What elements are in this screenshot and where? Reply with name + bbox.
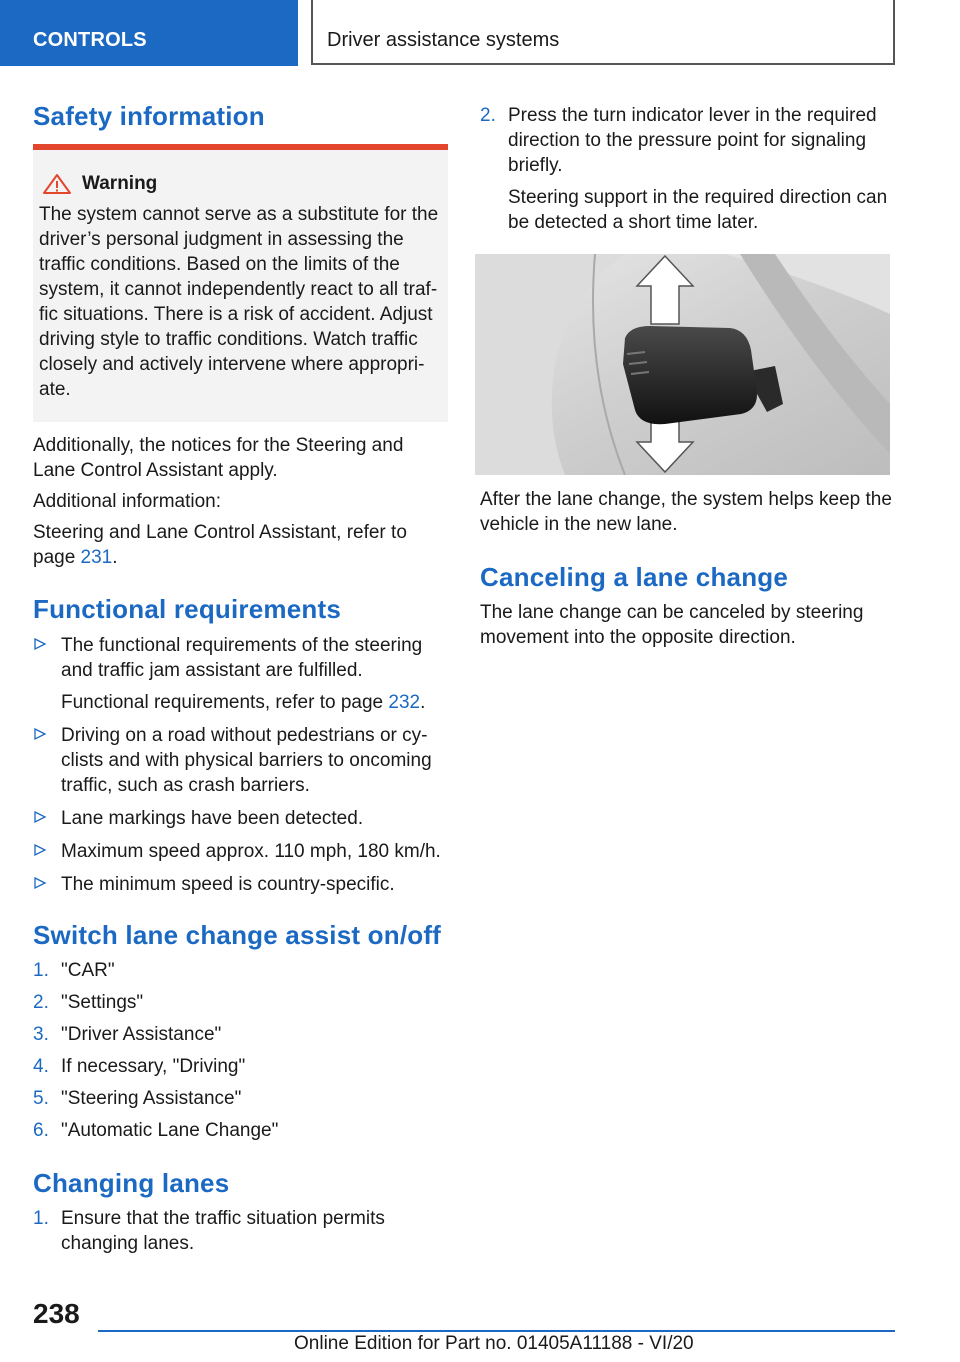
- triangle-bullet-icon: [33, 637, 47, 651]
- page-link-231[interactable]: 231: [80, 547, 113, 568]
- triangle-bullet-icon: [33, 810, 47, 824]
- triangle-bullet-icon: [33, 843, 47, 857]
- list-item: 2. "Settings": [33, 992, 144, 1013]
- page-link-232[interactable]: 232: [388, 692, 421, 713]
- list-item: 6. "Automatic Lane Change": [33, 1120, 279, 1141]
- warning-box: [33, 144, 448, 422]
- paragraph-additional-info: Additional information:: [33, 491, 221, 512]
- lever-illustration-svg: [475, 254, 890, 475]
- page-header: [0, 0, 960, 66]
- list-item: Driving on a road without pedestrians or cyclists and with physical barriers to oncoming traffic, such as crash barriers.: [33, 723, 448, 798]
- left-column: [33, 100, 448, 1263]
- warning-triangle-icon: [42, 173, 72, 195]
- list-item: 3. "Driver Assistance": [33, 1024, 222, 1045]
- warning-text: The system cannot serve as a substitute for the driver’s personal judgment in assessing the traffic conditions. Based on the limits of the system, it cannot independently react to all traffic situations. There is a risk of accident. Adjust driving style to traffic conditions. Watch traffic closely and actively intervene where appropriate.: [39, 204, 439, 400]
- requirements-list: [33, 633, 448, 897]
- list-item: 1. Ensure that the traffic situation permits changing lanes.: [33, 1208, 385, 1254]
- changing-steps-continued: [480, 103, 900, 235]
- triangle-bullet-icon: [33, 727, 47, 741]
- switch-steps-list: [33, 958, 448, 1143]
- list-item: Lane markings have been detected.: [33, 806, 448, 831]
- right-column: [480, 103, 900, 650]
- warning-title: Warning: [82, 173, 158, 194]
- list-item: 1. "CAR": [33, 960, 115, 981]
- section-tab: CONTROLS: [0, 0, 298, 66]
- paragraph-after-lane-change: After the lane change, the system helps keep the vehicle in the new lane.: [480, 489, 892, 535]
- footer-divider: [98, 1330, 895, 1332]
- turn-indicator-lever-illustration: [475, 254, 890, 475]
- paragraph-reference: Steering and Lane Control Assistant, refer to page 231.: [33, 522, 407, 568]
- list-item: 4. If necessary, "Driving": [33, 1056, 246, 1077]
- triangle-bullet-icon: [33, 876, 47, 890]
- changing-steps-list: [33, 1206, 448, 1256]
- list-item: 2. Press the turn indicator lever in the required direction to the pressure point for signaling briefly. Steering support in the required direction can be detected a short time later.: [480, 105, 888, 233]
- list-item: The minimum speed is country-specific.: [33, 872, 448, 897]
- page-number: 238: [33, 1298, 80, 1329]
- footer-edition: Online Edition for Part no. 01405A11188 - VI/20: [294, 1333, 694, 1354]
- heading-functional-requirements: Functional requirements: [33, 594, 341, 624]
- paragraph-additional-notices: Additionally, the notices for the Steering and Lane Control Assistant apply.: [33, 435, 404, 481]
- list-item: 5. "Steering Assistance": [33, 1088, 242, 1109]
- heading-changing-lanes: Changing lanes: [33, 1168, 230, 1198]
- heading-switch-lane-change: Switch lane change assist on/off: [33, 920, 442, 950]
- list-item: Maximum speed approx. 110 mph, 180 km/h.: [33, 839, 448, 864]
- paragraph-cancel: The lane change can be canceled by steering movement into the opposite direction.: [480, 602, 864, 648]
- list-item: The functional requirements of the steering and traffic jam assistant are fulfilled. Functional requirements, refer to page 232.: [33, 633, 448, 715]
- heading-canceling-lane-change: Canceling a lane change: [480, 562, 789, 592]
- chapter-title: Driver assistance systems: [311, 0, 895, 65]
- heading-safety-information: Safety information: [33, 101, 265, 131]
